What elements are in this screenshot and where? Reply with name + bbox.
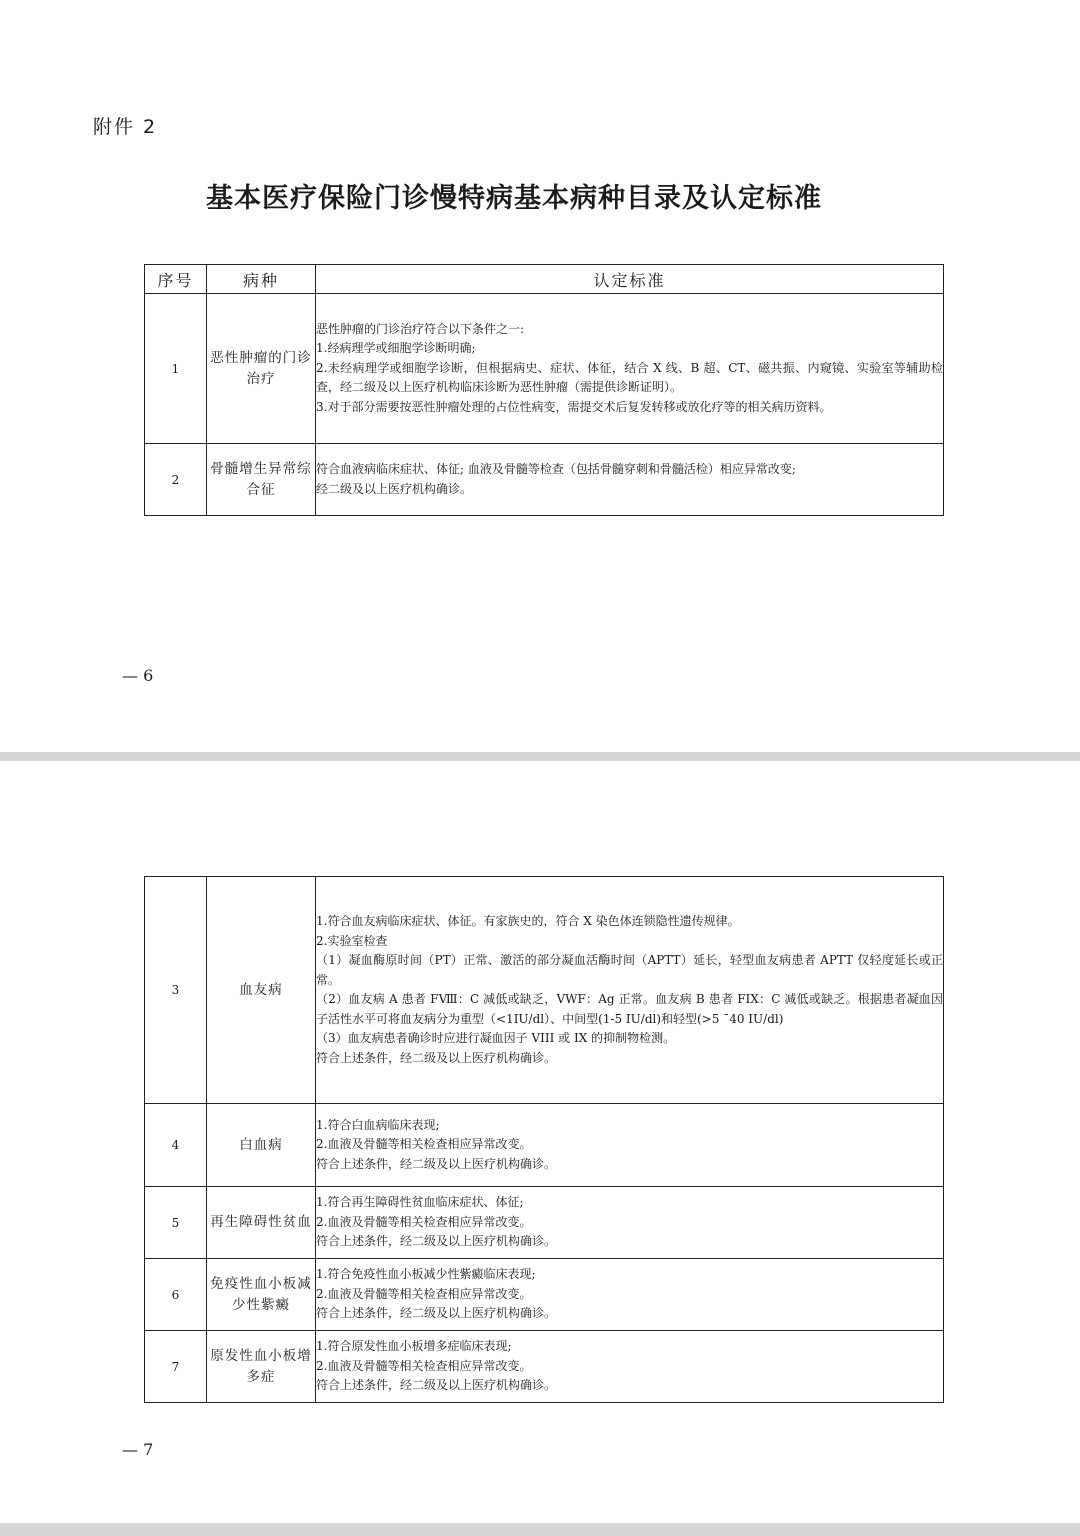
header-criteria: 认定标准 <box>316 265 944 294</box>
criteria-line: 符合上述条件，经二级及以上医疗机构确诊。 <box>316 1306 557 1321</box>
criteria-line: （3）血友病患者确诊时应进行凝血因子 VIII 或 IX 的抑制物检测。 <box>316 1031 676 1045</box>
criteria-line: 1.经病理学或细胞学诊断明确; <box>316 341 476 356</box>
table-row <box>145 877 944 1104</box>
criteria-line: 2.血液及骨髓等相关检查相应异常改变。 <box>316 1214 532 1229</box>
table-row <box>145 1187 944 1259</box>
row-criteria <box>316 1331 944 1403</box>
criteria-line: 2.血液及骨髓等相关检查相应异常改变。 <box>316 1137 532 1152</box>
row-disease: 骨髓增生异常综合征 <box>207 444 316 516</box>
criteria-line: 符合上述条件，经二级及以上医疗机构确诊。 <box>316 1234 557 1249</box>
criteria-line: （2）血友病 A 患者 FⅧ：C 减低或缺乏，VWF：Ag 正常。血友病 B 患者 FIX：C 减低或缺乏。根据患者凝血因子活性水平可将血友病分为重型（<1IU/dl）、中间型(1-5 IU/dl)和轻型(>5 ¯40 IU/dl) <box>316 992 943 1026</box>
criteria-table-part1 <box>144 264 944 516</box>
row-criteria <box>316 444 944 516</box>
row-disease: 恶性肿瘤的门诊治疗 <box>207 294 316 444</box>
criteria-line: 1.符合再生障碍性贫血临床症状、体征; <box>316 1195 524 1210</box>
row-seq: 7 <box>145 1331 207 1403</box>
table-row <box>145 444 944 516</box>
page-separator <box>0 1523 1080 1536</box>
row-disease: 免疫性血小板减少性紫癜 <box>207 1259 316 1331</box>
criteria-line: 2.未经病理学或细胞学诊断，但根据病史、症状、体征，结合 X 线、B 超、CT、磁共振、内窥镜、实验室等辅助检查，经二级及以上医疗机构临床诊断为恶性肿瘤（需提供诊断证明）。 <box>316 360 943 395</box>
criteria-table-part2 <box>144 876 944 1403</box>
row-criteria <box>316 877 944 1104</box>
row-seq: 1 <box>145 294 207 444</box>
criteria-line: 2.血液及骨髓等相关检查相应异常改变。 <box>316 1358 532 1373</box>
criteria-line: （1）凝血酶原时间（PT）正常、激活的部分凝血活酶时间（APTT）延长，轻型血友病患者 APTT 仅轻度延长或正常。 <box>316 953 943 987</box>
table-row <box>145 294 944 444</box>
criteria-line: 符合上述条件，经二级及以上医疗机构确诊。 <box>316 1378 557 1393</box>
row-criteria <box>316 1259 944 1331</box>
criteria-line: 1.符合原发性血小板增多症临床表现; <box>316 1339 512 1354</box>
row-seq: 4 <box>145 1104 207 1187</box>
row-seq: 3 <box>145 877 207 1104</box>
row-criteria <box>316 294 944 444</box>
row-criteria <box>316 1104 944 1187</box>
criteria-line: 1.符合白血病临床表现; <box>316 1117 440 1132</box>
criteria-line: 2.血液及骨髓等相关检查相应异常改变。 <box>316 1286 532 1301</box>
criteria-line: 恶性肿瘤的门诊治疗符合以下条件之一: <box>316 321 525 336</box>
row-seq: 5 <box>145 1187 207 1259</box>
row-criteria <box>316 1187 944 1259</box>
header-seq: 序号 <box>145 265 207 294</box>
page-separator <box>0 752 1080 761</box>
criteria-line: 1.符合免疫性血小板减少性紫癜临床表现; <box>316 1267 536 1282</box>
criteria-line: 符合上述条件，经二级及以上医疗机构确诊。 <box>316 1156 557 1171</box>
row-disease: 再生障碍性贫血 <box>207 1187 316 1259</box>
criteria-line: 经二级及以上医疗机构确诊。 <box>316 481 473 496</box>
header-disease: 病种 <box>207 265 316 294</box>
row-disease: 血友病 <box>207 877 316 1104</box>
criteria-line: 符合血液病临床症状、体征; 血液及骨髓等检查（包括骨髓穿刺和骨髓活检）相应异常改变; <box>316 462 796 476</box>
criteria-line: 3.对于部分需要按恶性肿瘤处理的占位性病变，需提交术后复发转移或放化疗等的相关病历资料。 <box>316 399 832 414</box>
table-row <box>145 1331 944 1403</box>
page-number: — 7 <box>122 1440 154 1459</box>
row-disease: 原发性血小板增多症 <box>207 1331 316 1403</box>
row-seq: 6 <box>145 1259 207 1331</box>
table-row <box>145 1104 944 1187</box>
attachment-label: 附件 2 <box>93 116 158 138</box>
page-number: — 6 <box>122 666 154 685</box>
table-header-row <box>145 265 944 294</box>
table-row <box>145 1259 944 1331</box>
document-page-6 <box>0 0 1080 752</box>
criteria-line: 2.实验室检查 <box>316 933 388 948</box>
criteria-line: 符合上述条件，经二级及以上医疗机构确诊。 <box>316 1050 557 1065</box>
document-title: 基本医疗保险门诊慢特病基本病种目录及认定标准 <box>206 183 822 214</box>
criteria-line: 1.符合血友病临床症状、体征。有家族史的，符合 X 染色体连锁隐性遗传规律。 <box>316 914 740 928</box>
row-seq: 2 <box>145 444 207 516</box>
row-disease: 白血病 <box>207 1104 316 1187</box>
